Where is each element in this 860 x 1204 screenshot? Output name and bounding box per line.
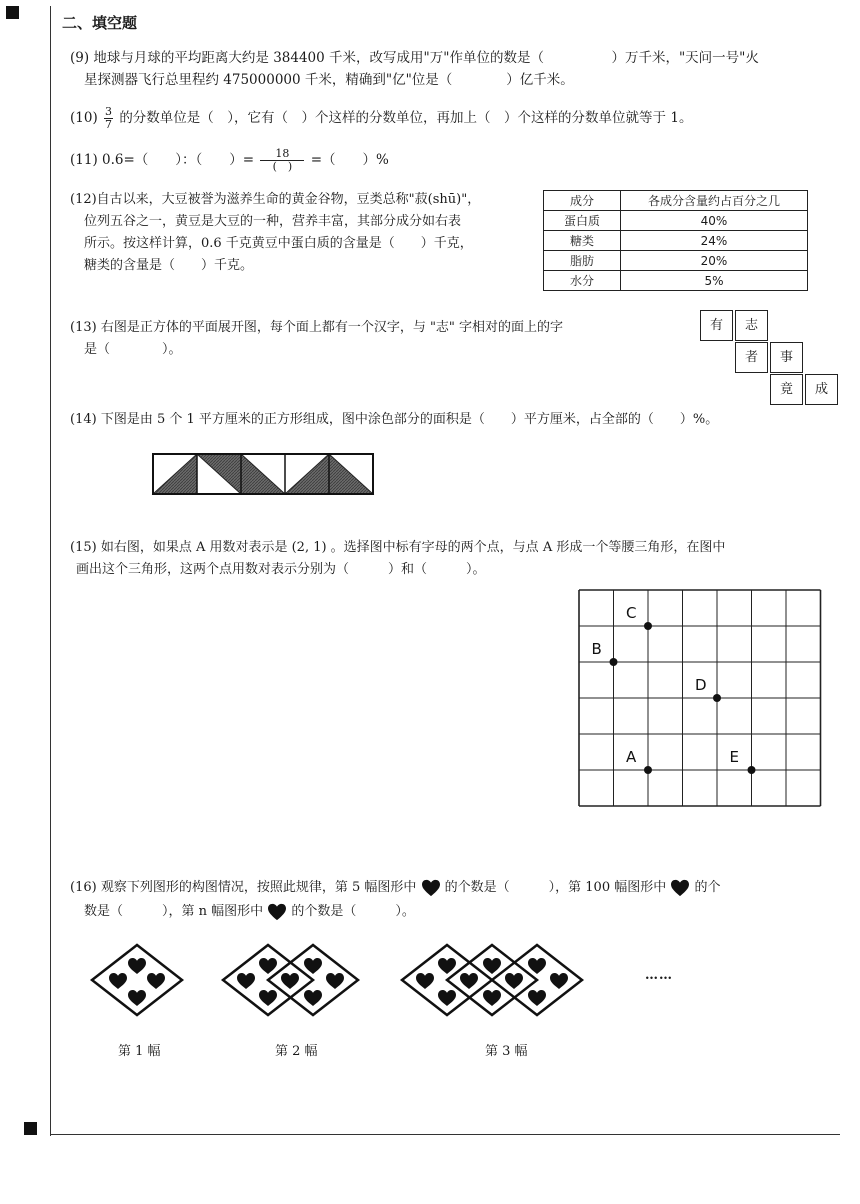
q10-prefix: (10) (70, 110, 98, 126)
q9-line1: (9) 地球与月球的平均距离大约是 384400 千米，改写成用"万"作单位的数是（ ）万千米，"天问一号"火 (70, 50, 759, 66)
corner-marker-bottom (24, 1122, 37, 1135)
heart-icon (483, 958, 501, 974)
cube-face: 事 (770, 342, 803, 373)
heart-icon (304, 990, 322, 1006)
heart-icon (416, 973, 434, 989)
frame-bottom-border (50, 1134, 840, 1135)
table-row (544, 211, 808, 231)
grid-point (748, 766, 756, 774)
q10-frac-den: 7 (105, 118, 113, 131)
grid-point-label: C (626, 604, 637, 622)
table-cell: 蛋白质 (544, 211, 621, 231)
q15-line1: (15) 如右图，如果点 A 用数对表示是 (2, 1) 。选择图中标有字母的两个点，与点 A 形成一个等腰三角形，在图中 (70, 540, 726, 555)
q15-coordinate-grid (575, 588, 825, 808)
heart-icon (528, 958, 546, 974)
q13-line1: (13) 右图是正方体的平面展开图，每个面上都有一个汉字，与 "志" 字相对的面上的字 (70, 320, 564, 335)
table-row (544, 231, 808, 251)
section-title: 二、填空题 (62, 14, 138, 32)
table-row (544, 271, 808, 291)
grid-point-label: A (626, 748, 637, 766)
table-cell: 水分 (544, 271, 621, 291)
ellipsis: …… (645, 968, 673, 983)
heart-icon (128, 958, 146, 974)
grid-point (610, 658, 618, 666)
q16-line1-part1: (16) 观察下列图形的构图情况，按照此规律，第 5 幅图形中 (70, 880, 417, 895)
cube-face: 志 (735, 310, 768, 341)
q16-line2-part1: 数是（ ），第 n 幅图形中 (84, 904, 264, 919)
q16-line2 (84, 902, 415, 922)
table-header-row (544, 191, 808, 211)
heart-icon (326, 973, 344, 989)
q15-line2: 画出这个三角形，这两个点用数对表示分别为（ ）和（ ）。 (76, 562, 486, 577)
q11-fraction (260, 148, 304, 173)
frame-left-border (50, 6, 51, 1136)
heart-icon (281, 973, 299, 989)
q10 (70, 106, 692, 131)
heart-icon (670, 879, 690, 897)
cube-face: 有 (700, 310, 733, 341)
cube-face: 成 (805, 374, 838, 405)
shaded-triangle (329, 454, 373, 494)
corner-marker-top (6, 6, 19, 19)
grid-point (713, 694, 721, 702)
heart-icon (421, 879, 441, 897)
q16-line1-part3: 的个 (694, 880, 721, 895)
q10-text: 的分数单位是（ ），它有（ ）个这样的分数单位，再加上（ ）个这样的分数单位就等于 1。 (119, 110, 693, 126)
heart-icon (483, 990, 501, 1006)
table-cell: 5% (621, 271, 808, 291)
q11-prefix: (11) 0.6=（ ）：（ ）= (70, 152, 255, 168)
grid-point-label: E (729, 748, 739, 766)
heart-icon (259, 990, 277, 1006)
q16-pattern-figures (80, 935, 640, 1025)
figure-caption: 第 3 幅 (485, 1044, 528, 1059)
q11-frac-den: ( ) (272, 160, 293, 173)
table-cell: 40% (621, 211, 808, 231)
q14-squares-figure (150, 451, 376, 497)
table-header-cell: 成分 (544, 191, 621, 211)
table-cell: 20% (621, 251, 808, 271)
figure-caption: 第 2 幅 (275, 1044, 318, 1059)
shaded-triangle (241, 454, 285, 494)
q16-line1-part2: 的个数是（ ），第 100 幅图形中 (444, 880, 667, 895)
q13-line2: 是（ ）。 (84, 342, 182, 357)
q16-line1 (70, 878, 721, 898)
q10-frac-num: 3 (105, 105, 113, 118)
table-row (544, 251, 808, 271)
table-cell: 脂肪 (544, 251, 621, 271)
q11-suffix: =（ ）% (310, 152, 389, 168)
heart-icon (237, 973, 255, 989)
q10-fraction (104, 106, 113, 131)
table-header-cell: 各成分含量约占百分之几 (621, 191, 808, 211)
q12-line4: 糖类的含量是（ ）千克。 (84, 258, 254, 273)
figure-caption: 第 1 幅 (118, 1044, 161, 1059)
q14-line1: (14) 下图是由 5 个 1 平方厘米的正方形组成，图中涂色部分的面积是（ ）平方厘米，占全部的（ ）%。 (70, 412, 719, 427)
heart-icon (550, 973, 568, 989)
table-cell: 糖类 (544, 231, 621, 251)
shaded-triangle (285, 454, 329, 494)
pattern-figure-3 (402, 945, 582, 1015)
q12-line2: 位列五谷之一，黄豆是大豆的一种，营养丰富，其部分成分如右表 (84, 214, 462, 229)
heart-icon (304, 958, 322, 974)
shaded-triangle (197, 454, 241, 494)
shaded-triangle (153, 454, 197, 494)
grid-point (644, 622, 652, 630)
heart-icon (109, 973, 127, 989)
heart-icon (147, 973, 165, 989)
table-cell: 24% (621, 231, 808, 251)
pattern-figure-1 (92, 945, 182, 1015)
grid-point-label: B (591, 640, 602, 658)
q16-line2-part2: 的个数是（ ）。 (291, 904, 415, 919)
cube-face: 者 (735, 342, 768, 373)
q12-line1: (12)自古以来，大豆被誉为滋养生命的黄金谷物，豆类总称"菽(shū)"， (70, 192, 481, 207)
nutrition-table (543, 190, 808, 291)
heart-icon (528, 990, 546, 1006)
heart-icon (438, 958, 456, 974)
heart-icon (438, 990, 456, 1006)
grid-point-label: D (695, 676, 707, 694)
q11-frac-num: 18 (260, 148, 304, 161)
pattern-figure-2 (223, 945, 358, 1015)
q12-line3: 所示。按这样计算，0.6 千克黄豆中蛋白质的含量是（ ）千克， (84, 236, 473, 251)
q11 (70, 148, 389, 173)
heart-icon (128, 990, 146, 1006)
grid-point (644, 766, 652, 774)
heart-icon (259, 958, 277, 974)
heart-icon (267, 903, 287, 921)
cube-face: 竟 (770, 374, 803, 405)
heart-icon (505, 973, 523, 989)
heart-icon (460, 973, 478, 989)
q9-line2: 星探测器飞行总里程约 475000000 千米，精确到"亿"位是（ ）亿千米。 (84, 72, 574, 88)
